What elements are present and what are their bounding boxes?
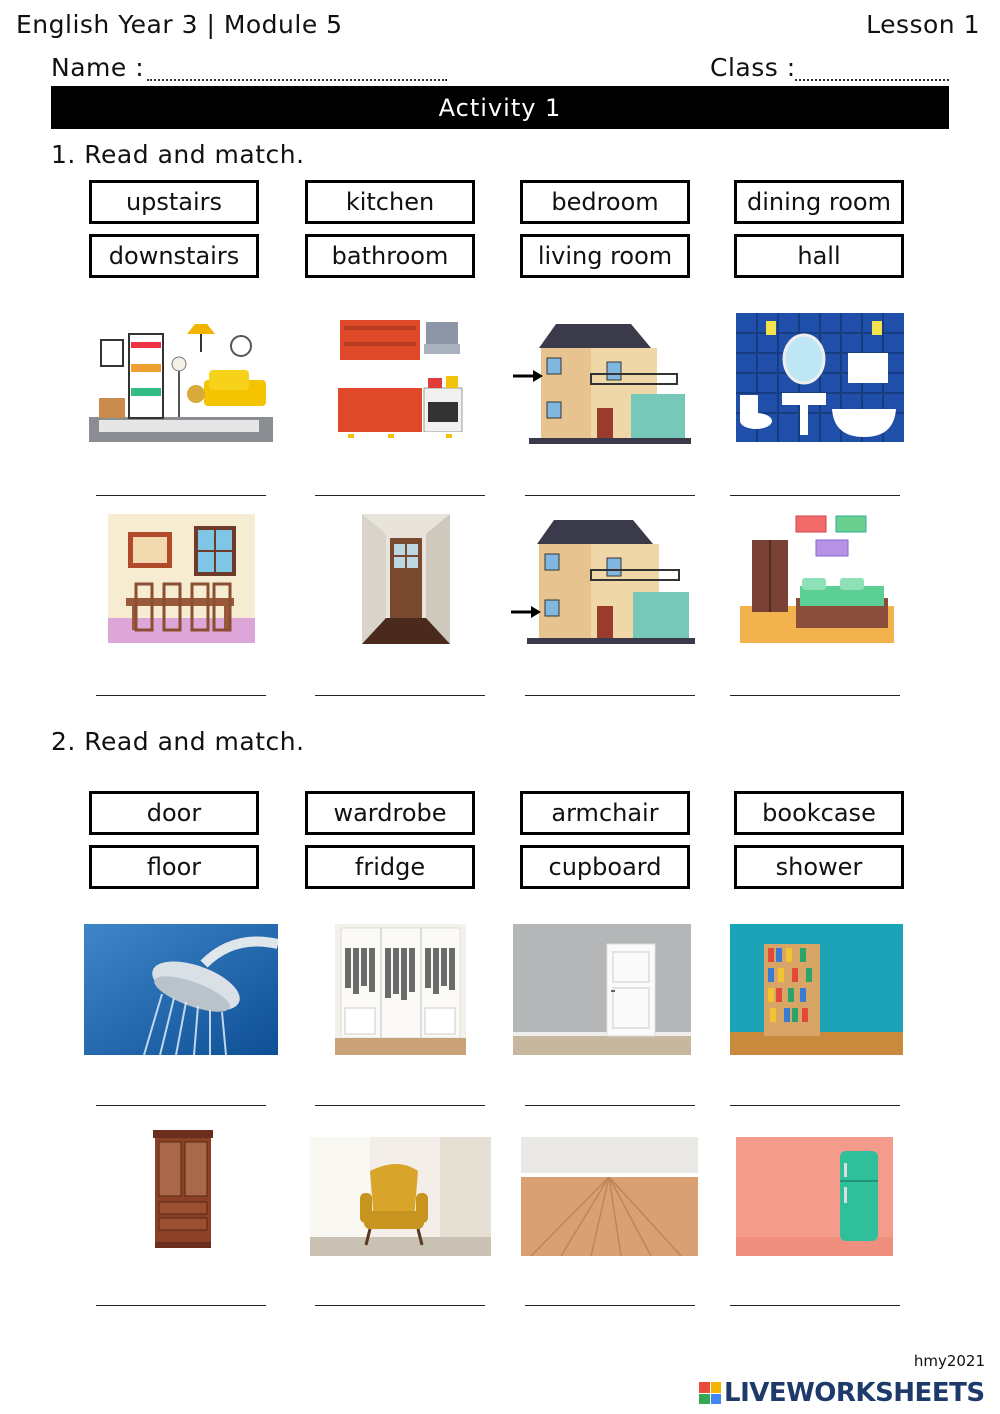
- answer-line[interactable]: [730, 495, 900, 496]
- word-card[interactable]: door: [89, 791, 259, 835]
- wardrobe-picture: [335, 924, 466, 1055]
- house-upstairs-arrow-picture: [511, 318, 691, 444]
- word-card[interactable]: downstairs: [89, 234, 259, 278]
- word-card[interactable]: fridge: [305, 845, 475, 889]
- word-card[interactable]: kitchen: [305, 180, 475, 224]
- word-card[interactable]: cupboard: [520, 845, 690, 889]
- bedroom-picture: [740, 514, 894, 643]
- answer-line[interactable]: [525, 695, 695, 696]
- dining-room-picture: [108, 514, 255, 643]
- word-card[interactable]: living room: [520, 234, 690, 278]
- name-label: Name :: [51, 53, 145, 82]
- living-room-picture: [89, 312, 273, 442]
- class-label: Class :: [710, 53, 796, 82]
- word-card[interactable]: upstairs: [89, 180, 259, 224]
- name-field[interactable]: [147, 53, 447, 81]
- liveworksheets-logo[interactable]: [699, 1380, 985, 1406]
- answer-line[interactable]: [315, 695, 485, 696]
- answer-line[interactable]: [96, 495, 266, 496]
- answer-line[interactable]: [96, 1305, 266, 1306]
- worksheet-title: English Year 3 | Module 5: [16, 10, 343, 39]
- answer-line[interactable]: [525, 1305, 695, 1306]
- class-field[interactable]: [795, 53, 949, 81]
- activity-banner: Activity 1: [51, 86, 949, 129]
- answer-line[interactable]: [730, 1105, 900, 1106]
- fridge-picture: [736, 1137, 893, 1256]
- answer-line[interactable]: [525, 495, 695, 496]
- word-card[interactable]: shower: [734, 845, 904, 889]
- armchair-picture: [310, 1137, 491, 1256]
- shower-picture: [84, 924, 278, 1055]
- word-card[interactable]: floor: [89, 845, 259, 889]
- answer-line[interactable]: [96, 695, 266, 696]
- word-card[interactable]: bedroom: [520, 180, 690, 224]
- author-credit: hmy2021: [913, 1352, 985, 1370]
- door-picture: [513, 924, 691, 1055]
- kitchen-picture: [328, 316, 474, 442]
- word-card[interactable]: bookcase: [734, 791, 904, 835]
- hall-picture: [362, 514, 450, 644]
- answer-line[interactable]: [525, 1105, 695, 1106]
- answer-line[interactable]: [315, 1105, 485, 1106]
- house-downstairs-arrow-picture: [509, 514, 695, 644]
- floor-picture: [521, 1137, 698, 1256]
- answer-line[interactable]: [730, 695, 900, 696]
- answer-line[interactable]: [315, 1305, 485, 1306]
- word-card[interactable]: wardrobe: [305, 791, 475, 835]
- answer-line[interactable]: [315, 495, 485, 496]
- logo-icon: [699, 1382, 721, 1404]
- question-2-title: 2. Read and match.: [51, 727, 305, 756]
- lesson-label: Lesson 1: [866, 10, 980, 39]
- logo-text: LIVEWORKSHEETS: [724, 1378, 985, 1408]
- word-card[interactable]: dining room: [734, 180, 904, 224]
- answer-line[interactable]: [730, 1305, 900, 1306]
- word-card[interactable]: hall: [734, 234, 904, 278]
- word-card[interactable]: armchair: [520, 791, 690, 835]
- answer-line[interactable]: [96, 1105, 266, 1106]
- bookcase-picture: [730, 924, 903, 1055]
- word-card[interactable]: bathroom: [305, 234, 475, 278]
- question-1-title: 1. Read and match.: [51, 140, 305, 169]
- cupboard-picture: [151, 1128, 215, 1248]
- bathroom-picture: [736, 313, 904, 442]
